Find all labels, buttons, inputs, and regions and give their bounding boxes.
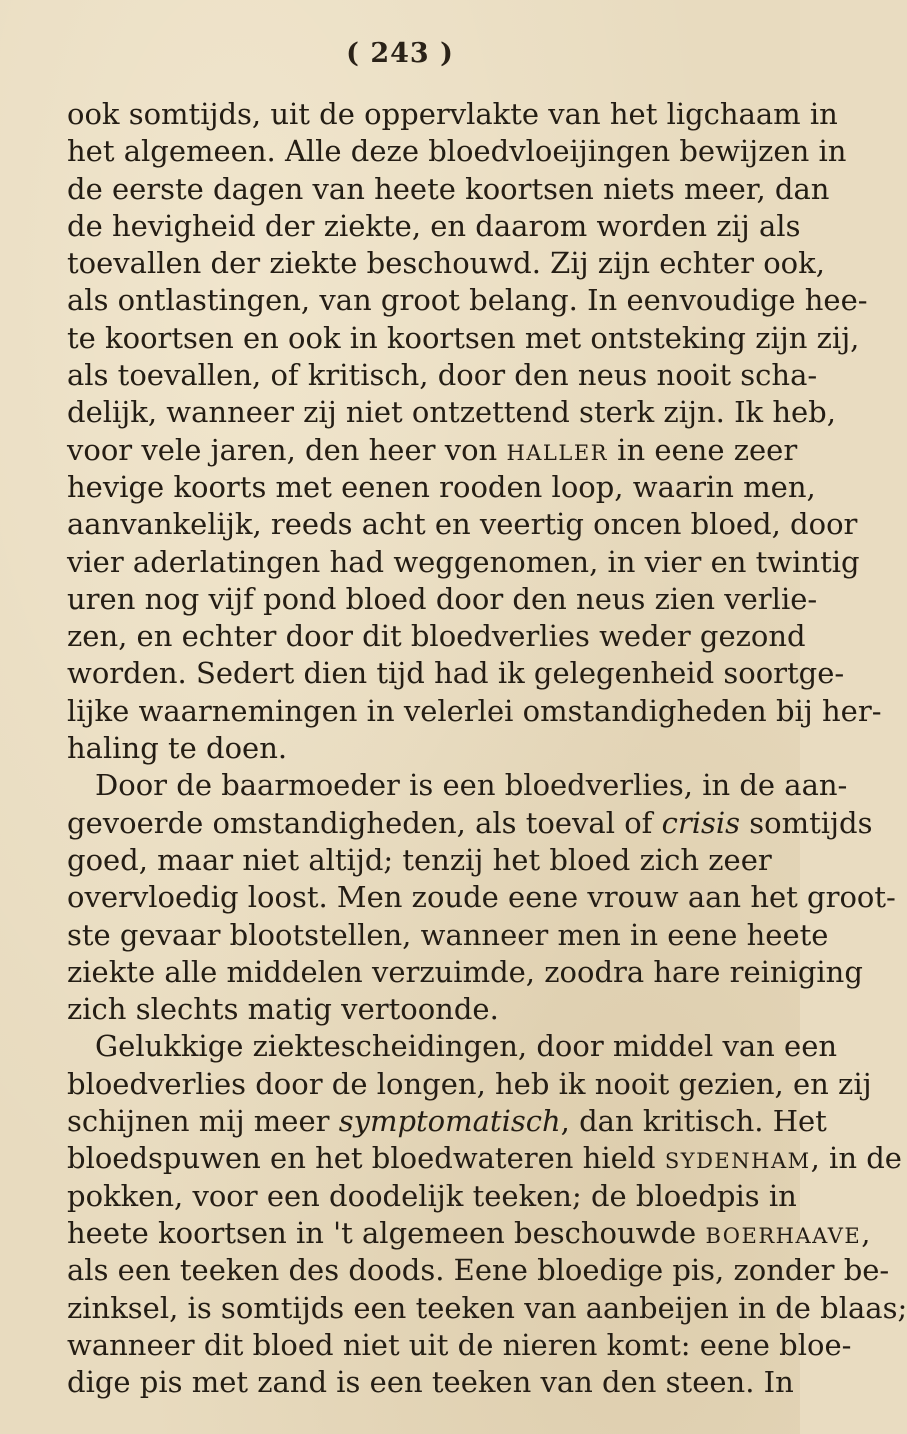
text-line: toevallen der ziekte beschouwd. Zij zijn echter ook, — [67, 246, 825, 281]
italic-term: crisis — [661, 805, 741, 840]
text-line: als toevallen, of kritisch, door den neus nooit scha- — [67, 358, 818, 393]
text-line: zich slechts matig vertoonde. — [67, 992, 499, 1027]
name-small-caps: BOERHAAVE — [705, 1223, 862, 1248]
text-segment: bloedspuwen en het bloedwateren hield — [67, 1141, 665, 1176]
text-segment: gevoerde omstandigheden, als toeval of — [67, 805, 662, 840]
text-line: dige pis met zand is een teeken van den steen. In — [67, 1365, 794, 1400]
text-line: delijk, wanneer zij niet ontzettend sterk zijn. Ik heb, — [67, 395, 836, 430]
text-segment: , dan kritisch. Het — [560, 1104, 827, 1139]
name-small-caps: SYDENHAM — [664, 1149, 811, 1174]
text-segment: in eene zeer — [607, 432, 798, 467]
text-line — [67, 805, 873, 842]
name-small-caps: HALLER — [506, 440, 608, 465]
text-segment: schijnen mij meer — [67, 1104, 339, 1139]
text-line — [67, 1140, 902, 1177]
text-line: goed, maar niet altijd; tenzij het bloed zich zeer — [67, 842, 772, 877]
text-line: lijke waarnemingen in velerlei omstandigheden bij her- — [67, 693, 882, 728]
text-line: Door de baarmoeder is een bloedverlies, in de aan- — [95, 768, 848, 803]
text-line: worden. Sedert dien tijd had ik gelegenheid soortge- — [67, 656, 845, 691]
body-text — [67, 96, 907, 1401]
text-line: pokken, voor een doodelijk teeken; de bloedpis in — [67, 1178, 797, 1213]
text-line: het algemeen. Alle deze bloedvloeijingen bewijzen in — [67, 134, 847, 169]
text-line: te koortsen en ook in koortsen met ontsteking zijn zij, — [67, 320, 860, 355]
text-line: als een teeken des doods. Eene bloedige pis, zonder be- — [67, 1253, 890, 1288]
text-line: de eerste dagen van heete koortsen niets meer, dan — [67, 171, 830, 206]
text-segment: somtijds — [740, 805, 873, 840]
text-line: ook somtijds, uit de oppervlakte van het ligchaam in — [67, 97, 838, 131]
text-line: zinksel, is somtijds een teeken van aanbeijen in de blaas; — [67, 1290, 907, 1325]
text-line: als ontlastingen, van groot belang. In eenvoudige hee- — [67, 283, 868, 318]
text-line: haling te doen. — [67, 731, 288, 766]
text-line: bloedverlies door de longen, heb ik nooit gezien, en zij — [67, 1066, 872, 1101]
text-line — [67, 432, 798, 469]
text-line: ste gevaar blootstellen, wanneer men in eene heete — [67, 917, 829, 952]
text-segment: heete koortsen in 't algemeen beschouwde — [67, 1215, 706, 1250]
text-line: vier aderlatingen had weggenomen, in vier en twintig — [67, 544, 860, 579]
italic-term: symptomatisch — [338, 1104, 561, 1139]
text-line — [67, 1215, 871, 1252]
text-line: zen, en echter door dit bloedverlies weder gezond — [67, 619, 806, 654]
text-line — [67, 1103, 827, 1140]
text-line: de hevigheid der ziekte, en daarom worden zij als — [67, 208, 801, 243]
text-line: ziekte alle middelen verzuimde, zoodra hare reiniging — [67, 954, 863, 989]
text-segment: voor vele jaren, den heer von — [67, 432, 507, 467]
text-line: Gelukkige ziektescheidingen, door middel van een — [95, 1029, 838, 1064]
text-line: overvloedig loost. Men zoude eene vrouw aan het groot- — [67, 880, 896, 915]
text-line: wanneer dit bloed niet uit de nieren komt: eene bloe- — [67, 1327, 852, 1362]
text-segment: , — [861, 1215, 871, 1250]
text-line: uren nog vijf pond bloed door den neus zien verlie- — [67, 581, 818, 616]
text-line: hevige koorts met eenen rooden loop, waarin men, — [67, 469, 816, 504]
text-segment: , in de — [810, 1141, 902, 1176]
page-number: ( 243 ) — [346, 38, 454, 69]
text-line: aanvankelijk, reeds acht en veertig oncen bloed, door — [67, 507, 858, 542]
